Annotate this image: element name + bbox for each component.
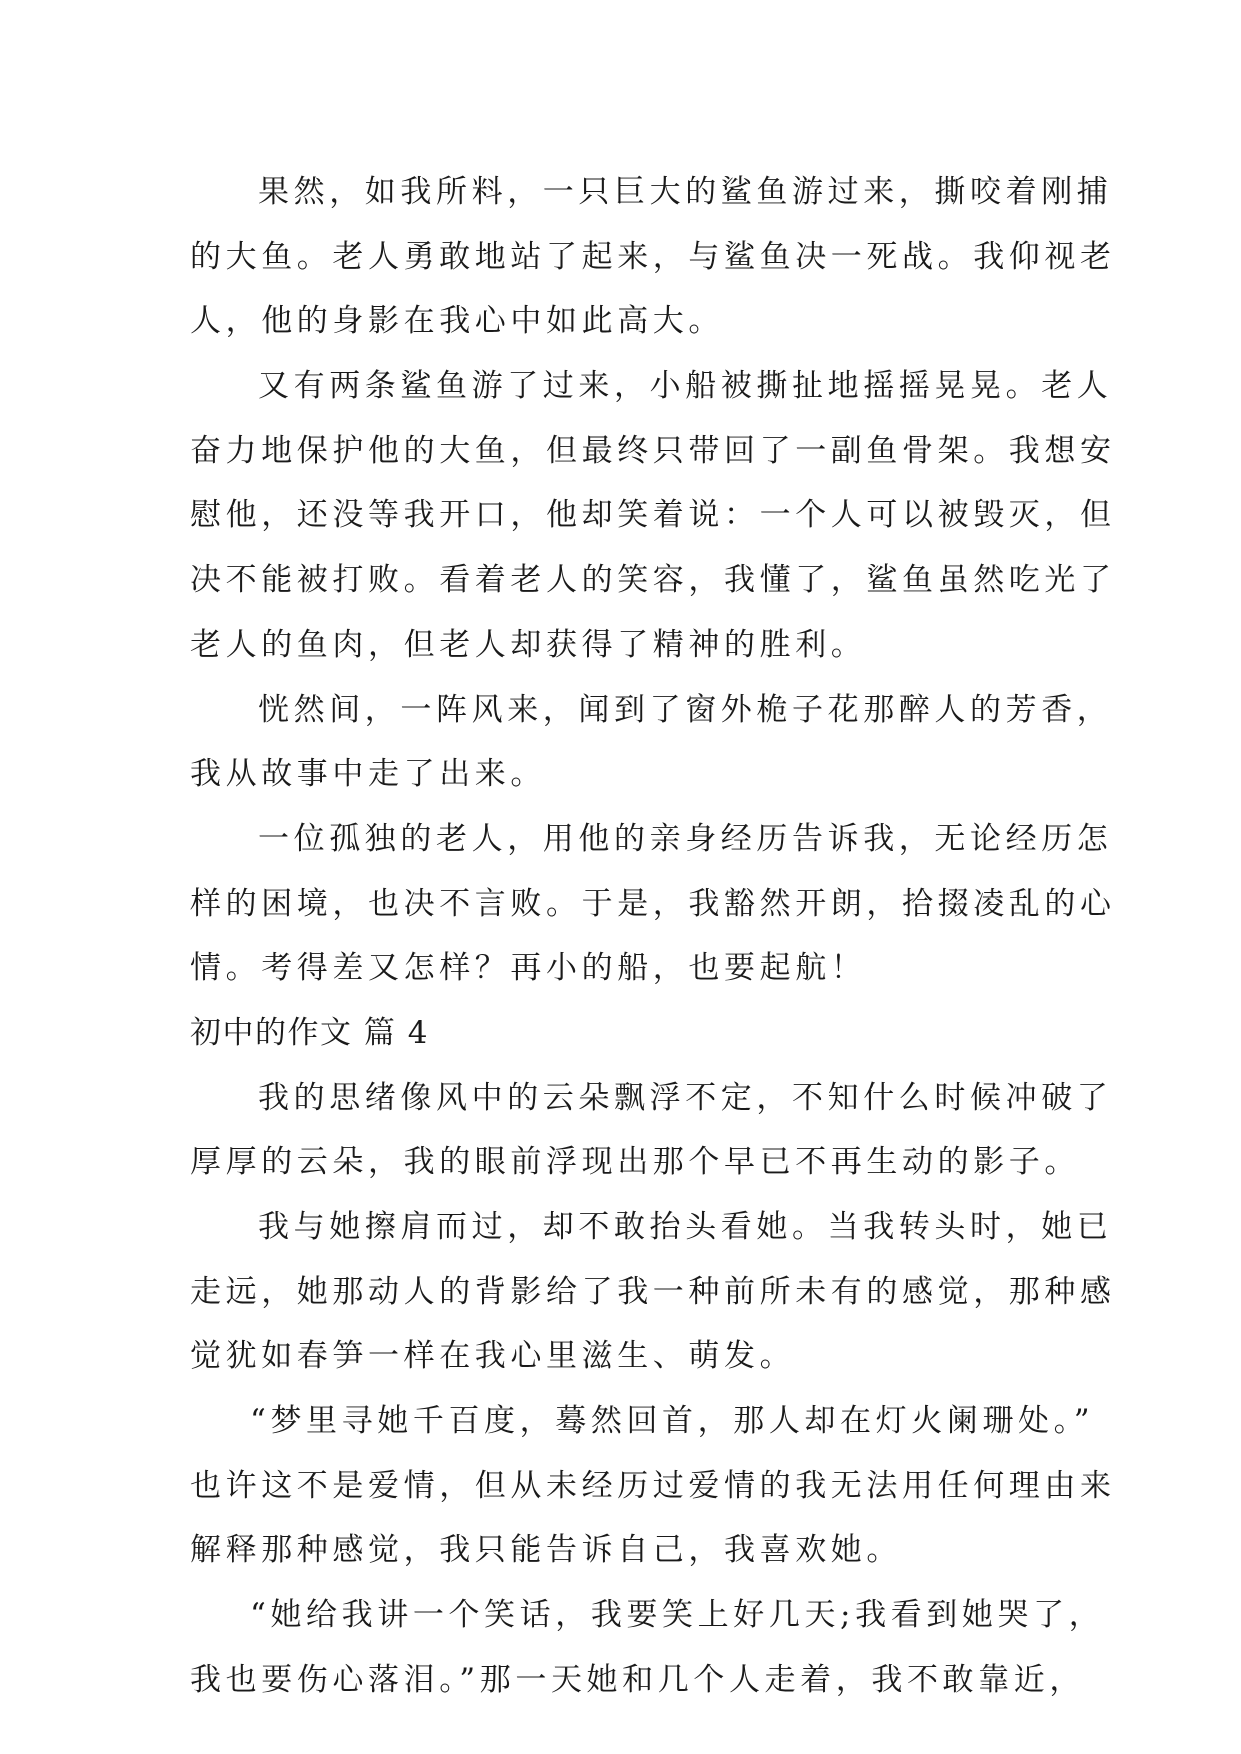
text-line: “她给我讲一个笑话，我要笑上好几天;我看到她哭了， <box>250 1597 1105 1634</box>
text-line: 样的困境，也决不言败。于是，我豁然开朗，拾掇凌乱的心 <box>190 885 1116 922</box>
text-line: 的大鱼。老人勇敢地站了起来，与鲨鱼决一死战。我仰视老 <box>190 238 1116 275</box>
text-line: 我也要伤心落泪。”那一天她和几个人走着，我不敢靠近， <box>190 1661 1085 1698</box>
text-line: 恍然间，一阵风来，闻到了窗外桅子花那醉人的芳香， <box>258 691 1113 728</box>
text-line: 也许这不是爱情，但从未经历过爱情的我无法用任何理由来 <box>190 1467 1116 1504</box>
text-line: 人，他的身影在我心中如此高大。 <box>190 303 724 340</box>
text-line: 我的思绪像风中的云朵飘浮不定，不知什么时候冲破了 <box>258 1079 1113 1116</box>
document-body <box>190 160 1116 1713</box>
text-line: 厚厚的云朵，我的眼前浮现出那个早已不再生动的影子。 <box>190 1144 1080 1181</box>
text-line: 老人的鱼肉，但老人却获得了精神的胜利。 <box>190 626 867 663</box>
text-line: 慰他，还没等我开口，他却笑着说：一个人可以被毁灭，但 <box>190 497 1116 534</box>
text-line: 奋力地保护他的大鱼，但最终只带回了一副鱼骨架。我想安 <box>190 432 1116 469</box>
text-line: 果然，如我所料，一只巨大的鲨鱼游过来，撕咬着刚捕 <box>258 174 1113 210</box>
text-line: 又有两条鲨鱼游了过来，小船被撕扯地摇摇晃晃。老人 <box>258 368 1113 405</box>
text-line: 情。考得差又怎样？再小的船，也要起航！ <box>190 950 867 987</box>
text-line: 我与她擦肩而过，却不敢抬头看她。当我转头时，她已 <box>258 1209 1113 1245</box>
section-heading: 初中的作文 篇 4 <box>190 1014 429 1051</box>
text-line: 我从故事中走了出来。 <box>190 756 546 793</box>
text-line: 走远，她那动人的背影给了我一种前所未有的感觉，那种感 <box>190 1273 1116 1310</box>
text-line: 觉犹如春笋一样在我心里滋生、萌发。 <box>190 1338 796 1375</box>
text-line: 一位孤独的老人，用他的亲身经历告诉我，无论经历怎 <box>258 820 1113 857</box>
text-line: 决不能被打败。看着老人的笑容，我懂了，鲨鱼虽然吃光了 <box>190 562 1116 599</box>
text-line: “梦里寻她千百度，蓦然回首，那人却在灯火阑珊处。” <box>250 1403 1095 1440</box>
text-line: 解释那种感觉，我只能告诉自己，我喜欢她。 <box>190 1532 902 1569</box>
